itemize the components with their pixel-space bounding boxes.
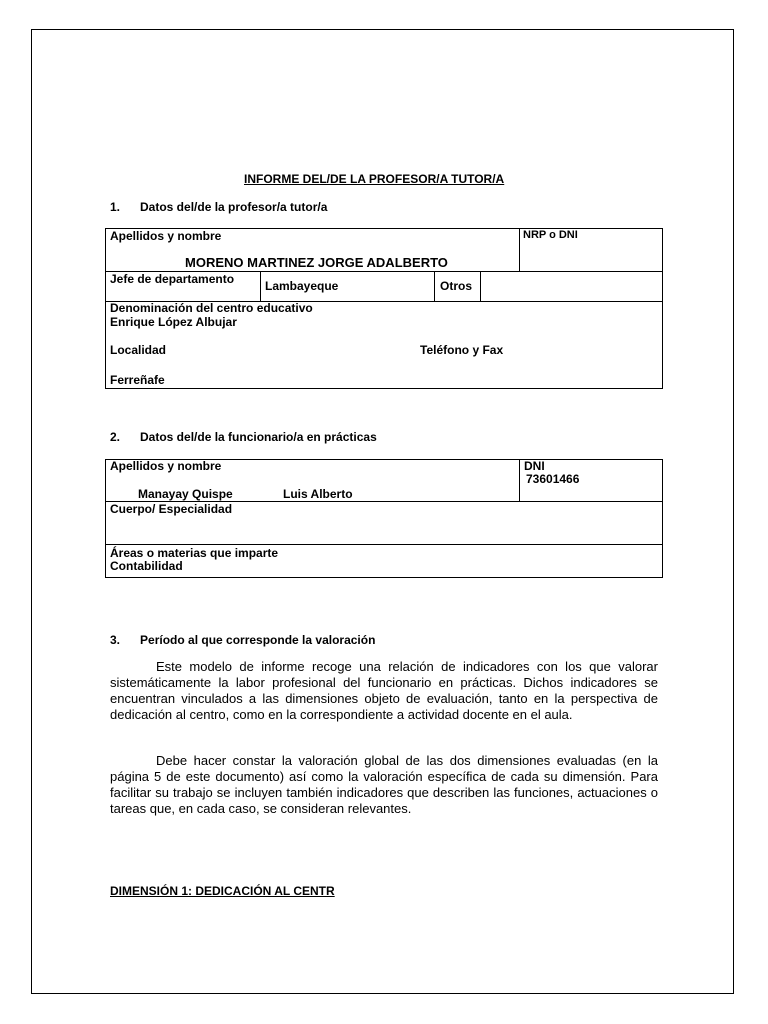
- paragraph-2: [110, 753, 658, 817]
- table-divider: [519, 459, 520, 501]
- specialty-label: Cuerpo/ Especialidad: [110, 502, 233, 516]
- school-name-value: Enrique López Albujar: [110, 315, 237, 329]
- paragraph-1-text: Este modelo de informe recoge una relación de indicadores con los que valorar sistemáticamente la labor profesional del funcionario en prácticas. Dichos indicadores se encuentran vinculados a las dimensiones objeto de evaluación, tanto en la perspectiva de dedicación al centro, como en la correspondiente a actividad docente en el aula.: [110, 659, 658, 722]
- tutor-name-value: MORENO MARTINEZ JORGE ADALBERTO: [185, 255, 448, 270]
- dimension-heading: DIMENSIÓN 1: DEDICACIÓN AL CENTR: [110, 884, 335, 898]
- table-divider: [105, 544, 663, 545]
- dni-value: 73601466: [526, 472, 580, 486]
- department-head-value: Lambayeque: [265, 279, 339, 293]
- department-head-label: Jefe de departamento: [110, 272, 235, 286]
- dni-label: DNI: [524, 459, 545, 473]
- nrp-dni-label: NRP o DNI: [523, 229, 578, 241]
- document-title: INFORME DEL/DE LA PROFESOR/A TUTOR/A: [244, 172, 505, 186]
- tutor-name-label: Apellidos y nombre: [110, 229, 222, 243]
- locality-label: Localidad: [110, 343, 167, 357]
- table-divider: [434, 271, 435, 301]
- section2-heading: 2. Datos del/de la funcionario/a en prácticas: [110, 430, 377, 444]
- table-divider: [519, 228, 520, 271]
- section1-heading: 1. Datos del/de la profesor/a tutor/a: [110, 200, 328, 214]
- school-name-label: Denominación del centro educativo: [110, 301, 313, 315]
- trainee-given-name-value: Luis Alberto: [283, 487, 353, 501]
- subjects-label: Áreas o materias que imparte: [110, 546, 279, 560]
- others-label: Otros: [440, 279, 473, 293]
- table-divider: [260, 271, 261, 301]
- trainee-surname-value: Manayay Quispe: [138, 487, 233, 501]
- table-divider: [480, 271, 481, 301]
- subjects-value: Contabilidad: [110, 559, 183, 573]
- phone-fax-label: Teléfono y Fax: [420, 343, 504, 357]
- trainee-name-label: Apellidos y nombre: [110, 459, 222, 473]
- paragraph-1: [110, 659, 658, 723]
- paragraph-2-text: Debe hacer constar la valoración global de las dos dimensiones evaluadas (en la página 5 de este documento) así como la valoración específica de cada su dimensión. Para facilitar su trabajo se incluyen también indicadores que describen las funciones, actuaciones o tareas que, en cada caso, se consideran relevantes.: [110, 753, 658, 816]
- locality-value: Ferreñafe: [110, 373, 165, 387]
- section3-heading: 3. Período al que corresponde la valoración: [110, 633, 376, 647]
